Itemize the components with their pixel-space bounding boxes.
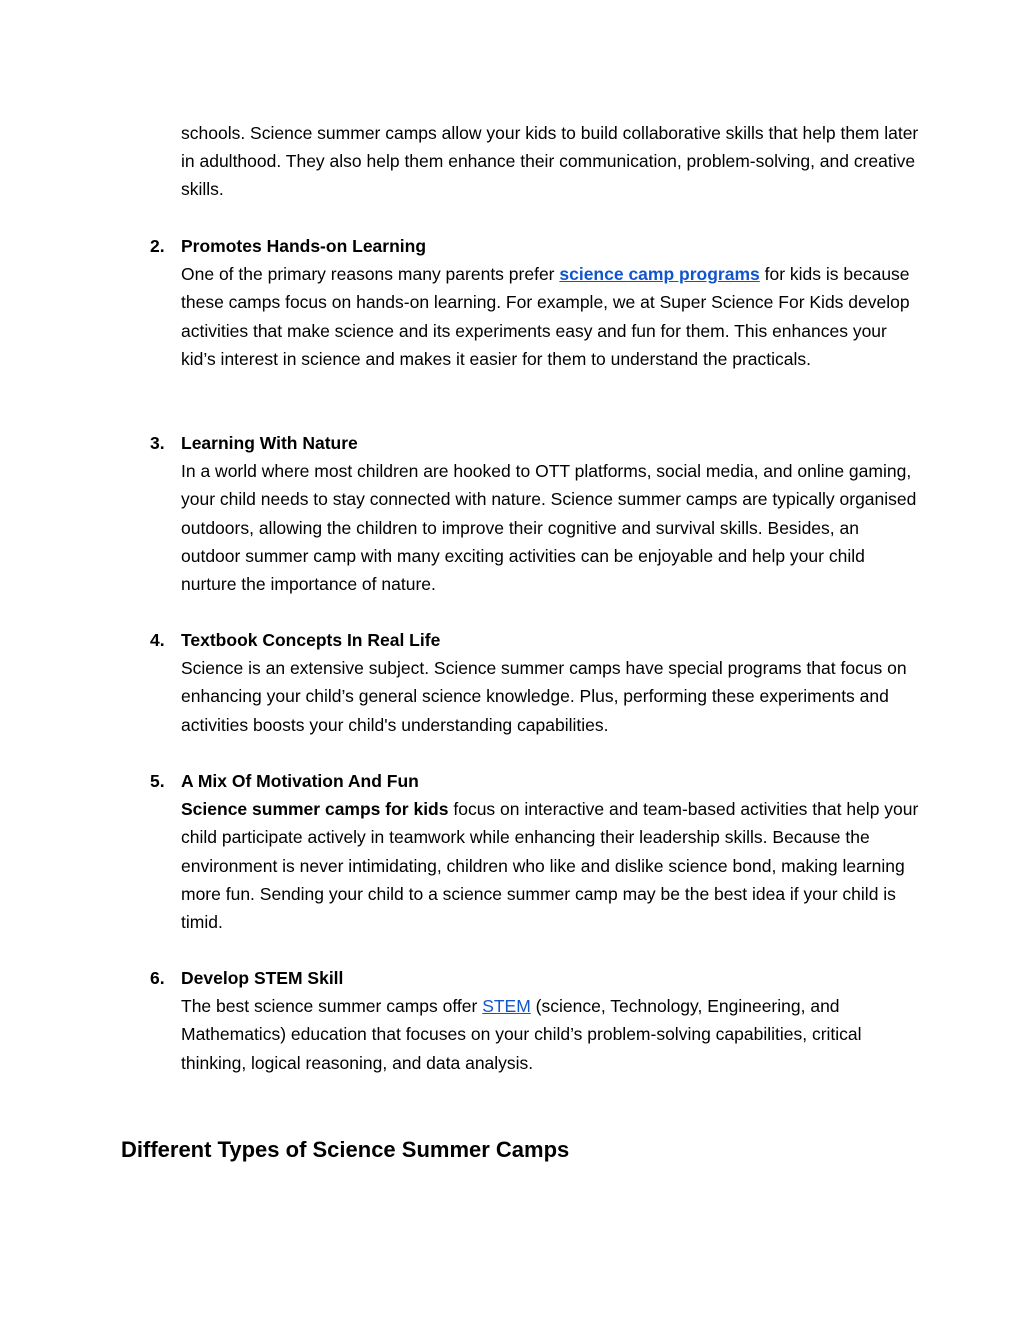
list-item bbox=[150, 767, 920, 936]
list-number: 3. bbox=[150, 433, 165, 453]
item-title: Textbook Concepts In Real Life bbox=[181, 630, 441, 650]
science-camp-programs-link[interactable]: science camp programs bbox=[559, 264, 760, 285]
list-item bbox=[150, 964, 920, 1077]
item-text: One of the primary reasons many parents prefer science camp programs for kids is because these camps focus on hands-on learning. For example, we at Super Science For Kids develop activities that make science and its experiments easy and fun for them. This enhances your kid’s interest in science and makes it easier for them to understand the practicals. bbox=[181, 264, 910, 369]
item-title: Promotes Hands-on Learning bbox=[181, 236, 427, 256]
list-number: 5. bbox=[150, 771, 165, 791]
item-text: Science is an extensive subject. Science summer camps have special programs that focus on enhancing your child’s general science knowledge. Plus, performing these experiments and activities boosts your child's understanding capabilities. bbox=[181, 658, 907, 735]
list-item bbox=[150, 429, 920, 598]
list-number: 6. bbox=[150, 968, 165, 988]
item-title: Learning With Nature bbox=[181, 433, 358, 453]
item-text: Science summer camps for kids focus on interactive and team-based activities that help your child participate actively in teamwork while enhancing their leadership skills. Because the environment is never intimidating, children who like and dislike science bond, making learning more fun. Sending your child to a science summer camp may be the best idea if your child is timid. bbox=[181, 799, 919, 933]
list-number: 4. bbox=[150, 630, 165, 650]
item-text: In a world where most children are hooked to OTT platforms, social media, and online gaming, your child needs to stay connected with nature. Science summer camps are typically organised outdoors, allowing the children to improve their cognitive and survival skills. Besides, an outdoor summer camp with many exciting activities can be enjoyable and help your child nurture the importance of nature. bbox=[181, 461, 917, 595]
list-item bbox=[150, 232, 920, 373]
item-title: Develop STEM Skill bbox=[181, 968, 344, 988]
item-title: A Mix Of Motivation And Fun bbox=[181, 771, 419, 791]
section-heading: Different Types of Science Summer Camps bbox=[121, 1137, 570, 1162]
bold-phrase: Science summer camps for kids bbox=[181, 799, 449, 820]
list-number: 2. bbox=[150, 236, 165, 256]
item-text: The best science summer camps offer STEM (science, Technology, Engineering, and Mathematics) education that focuses on your child’s problem-solving capabilities, critical thinking, logical reasoning, and data analysis. bbox=[181, 996, 862, 1073]
stem-link[interactable]: STEM bbox=[482, 996, 531, 1017]
intro-paragraph: schools. Science summer camps allow your kids to build collaborative skills that help them later in adulthood. They also help them enhance their communication, problem-solving, and creative skills. bbox=[181, 123, 919, 200]
list-item bbox=[150, 626, 920, 739]
